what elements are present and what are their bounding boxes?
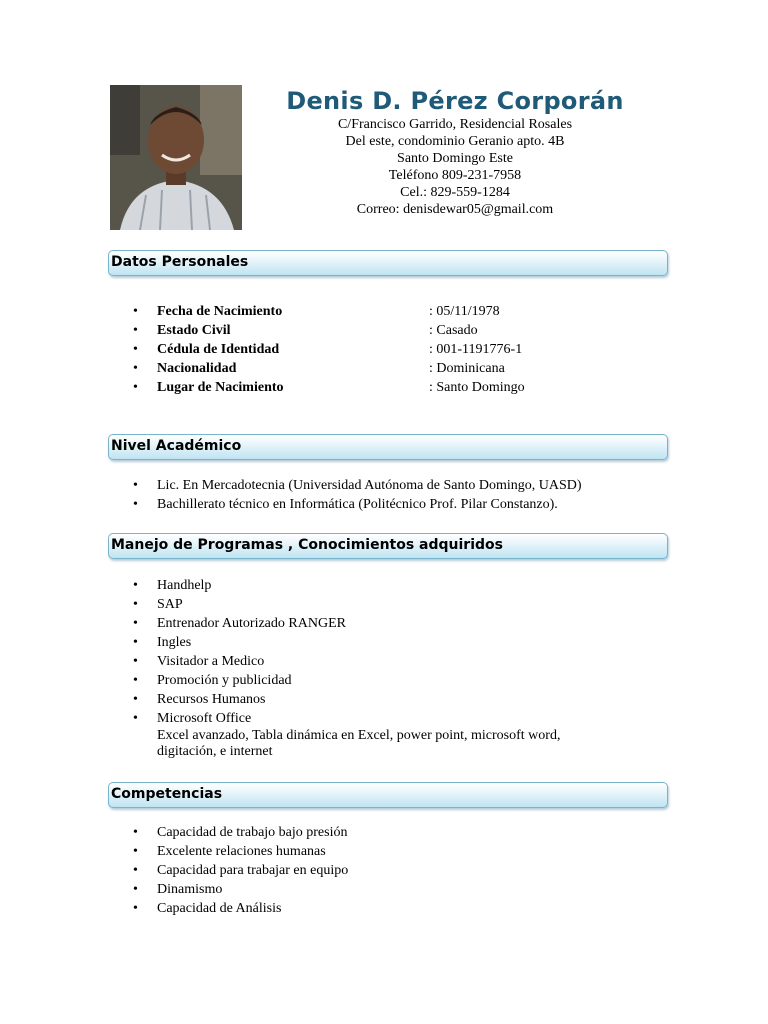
list-item: • SAP	[133, 595, 560, 614]
section-header-programs	[108, 533, 668, 559]
office-detail-line: digitación, e internet	[157, 744, 273, 759]
candidate-name: Denis D. Pérez Corporán	[286, 87, 624, 115]
list-item: • Fecha de Nacimiento : 05/11/1978	[133, 302, 525, 321]
resume-header	[255, 86, 655, 218]
personal-data-list	[133, 302, 525, 397]
email-line: Correo: denisdewar05@gmail.com	[356, 202, 554, 217]
list-item: • Recursos Humanos	[133, 690, 560, 709]
list-item: • Capacidad para trabajar en equipo	[133, 861, 348, 880]
skills-list	[133, 823, 348, 918]
section-title: Competencias	[111, 786, 223, 802]
list-item: • Lic. En Mercadotecnia (Universidad Autónoma de Santo Domingo, UASD)	[133, 476, 582, 495]
address-line: Del este, condominio Geranio apto. 4B	[345, 134, 565, 149]
academic-list	[133, 476, 582, 514]
list-item: • Ingles	[133, 633, 560, 652]
section-header-academic	[108, 434, 668, 460]
section-title: Nivel Académico	[111, 438, 242, 454]
cell-line: Cel.: 829-559-1284	[400, 185, 510, 200]
profile-photo	[110, 85, 242, 230]
address-line: C/Francisco Garrido, Residencial Rosales	[337, 117, 573, 132]
list-item: • Capacidad de Análisis	[133, 899, 348, 918]
list-item: • Bachillerato técnico en Informática (Politécnico Prof. Pilar Constanzo).	[133, 495, 582, 514]
list-item: • Excelente relaciones humanas	[133, 842, 348, 861]
list-item: • Nacionalidad : Dominicana	[133, 359, 525, 378]
list-item: • Handhelp	[133, 576, 560, 595]
list-item: • Lugar de Nacimiento : Santo Domingo	[133, 378, 525, 397]
list-item-label: Microsoft Office	[157, 711, 252, 726]
section-header-skills	[108, 782, 668, 808]
address-line: Santo Domingo Este	[397, 151, 513, 166]
list-item: • Promoción y publicidad	[133, 671, 560, 690]
list-item: • Cédula de Identidad : 001-1191776-1	[133, 340, 525, 359]
list-item: • Capacidad de trabajo bajo presión	[133, 823, 348, 842]
list-item: • Visitador a Medico	[133, 652, 560, 671]
list-item	[133, 709, 560, 760]
phone-line: Teléfono 809-231-7958	[388, 168, 522, 183]
list-item: • Entrenador Autorizado RANGER	[133, 614, 560, 633]
list-item: • Dinamismo	[133, 880, 348, 899]
section-title: Datos Personales	[111, 254, 249, 270]
list-item: • Estado Civil : Casado	[133, 321, 525, 340]
office-detail-line: Excel avanzado, Tabla dinámica en Excel, power point, microsoft word,	[157, 728, 561, 743]
section-header-personal	[108, 250, 668, 276]
programs-list	[133, 576, 560, 760]
section-title: Manejo de Programas , Conocimientos adquiridos	[111, 537, 503, 553]
